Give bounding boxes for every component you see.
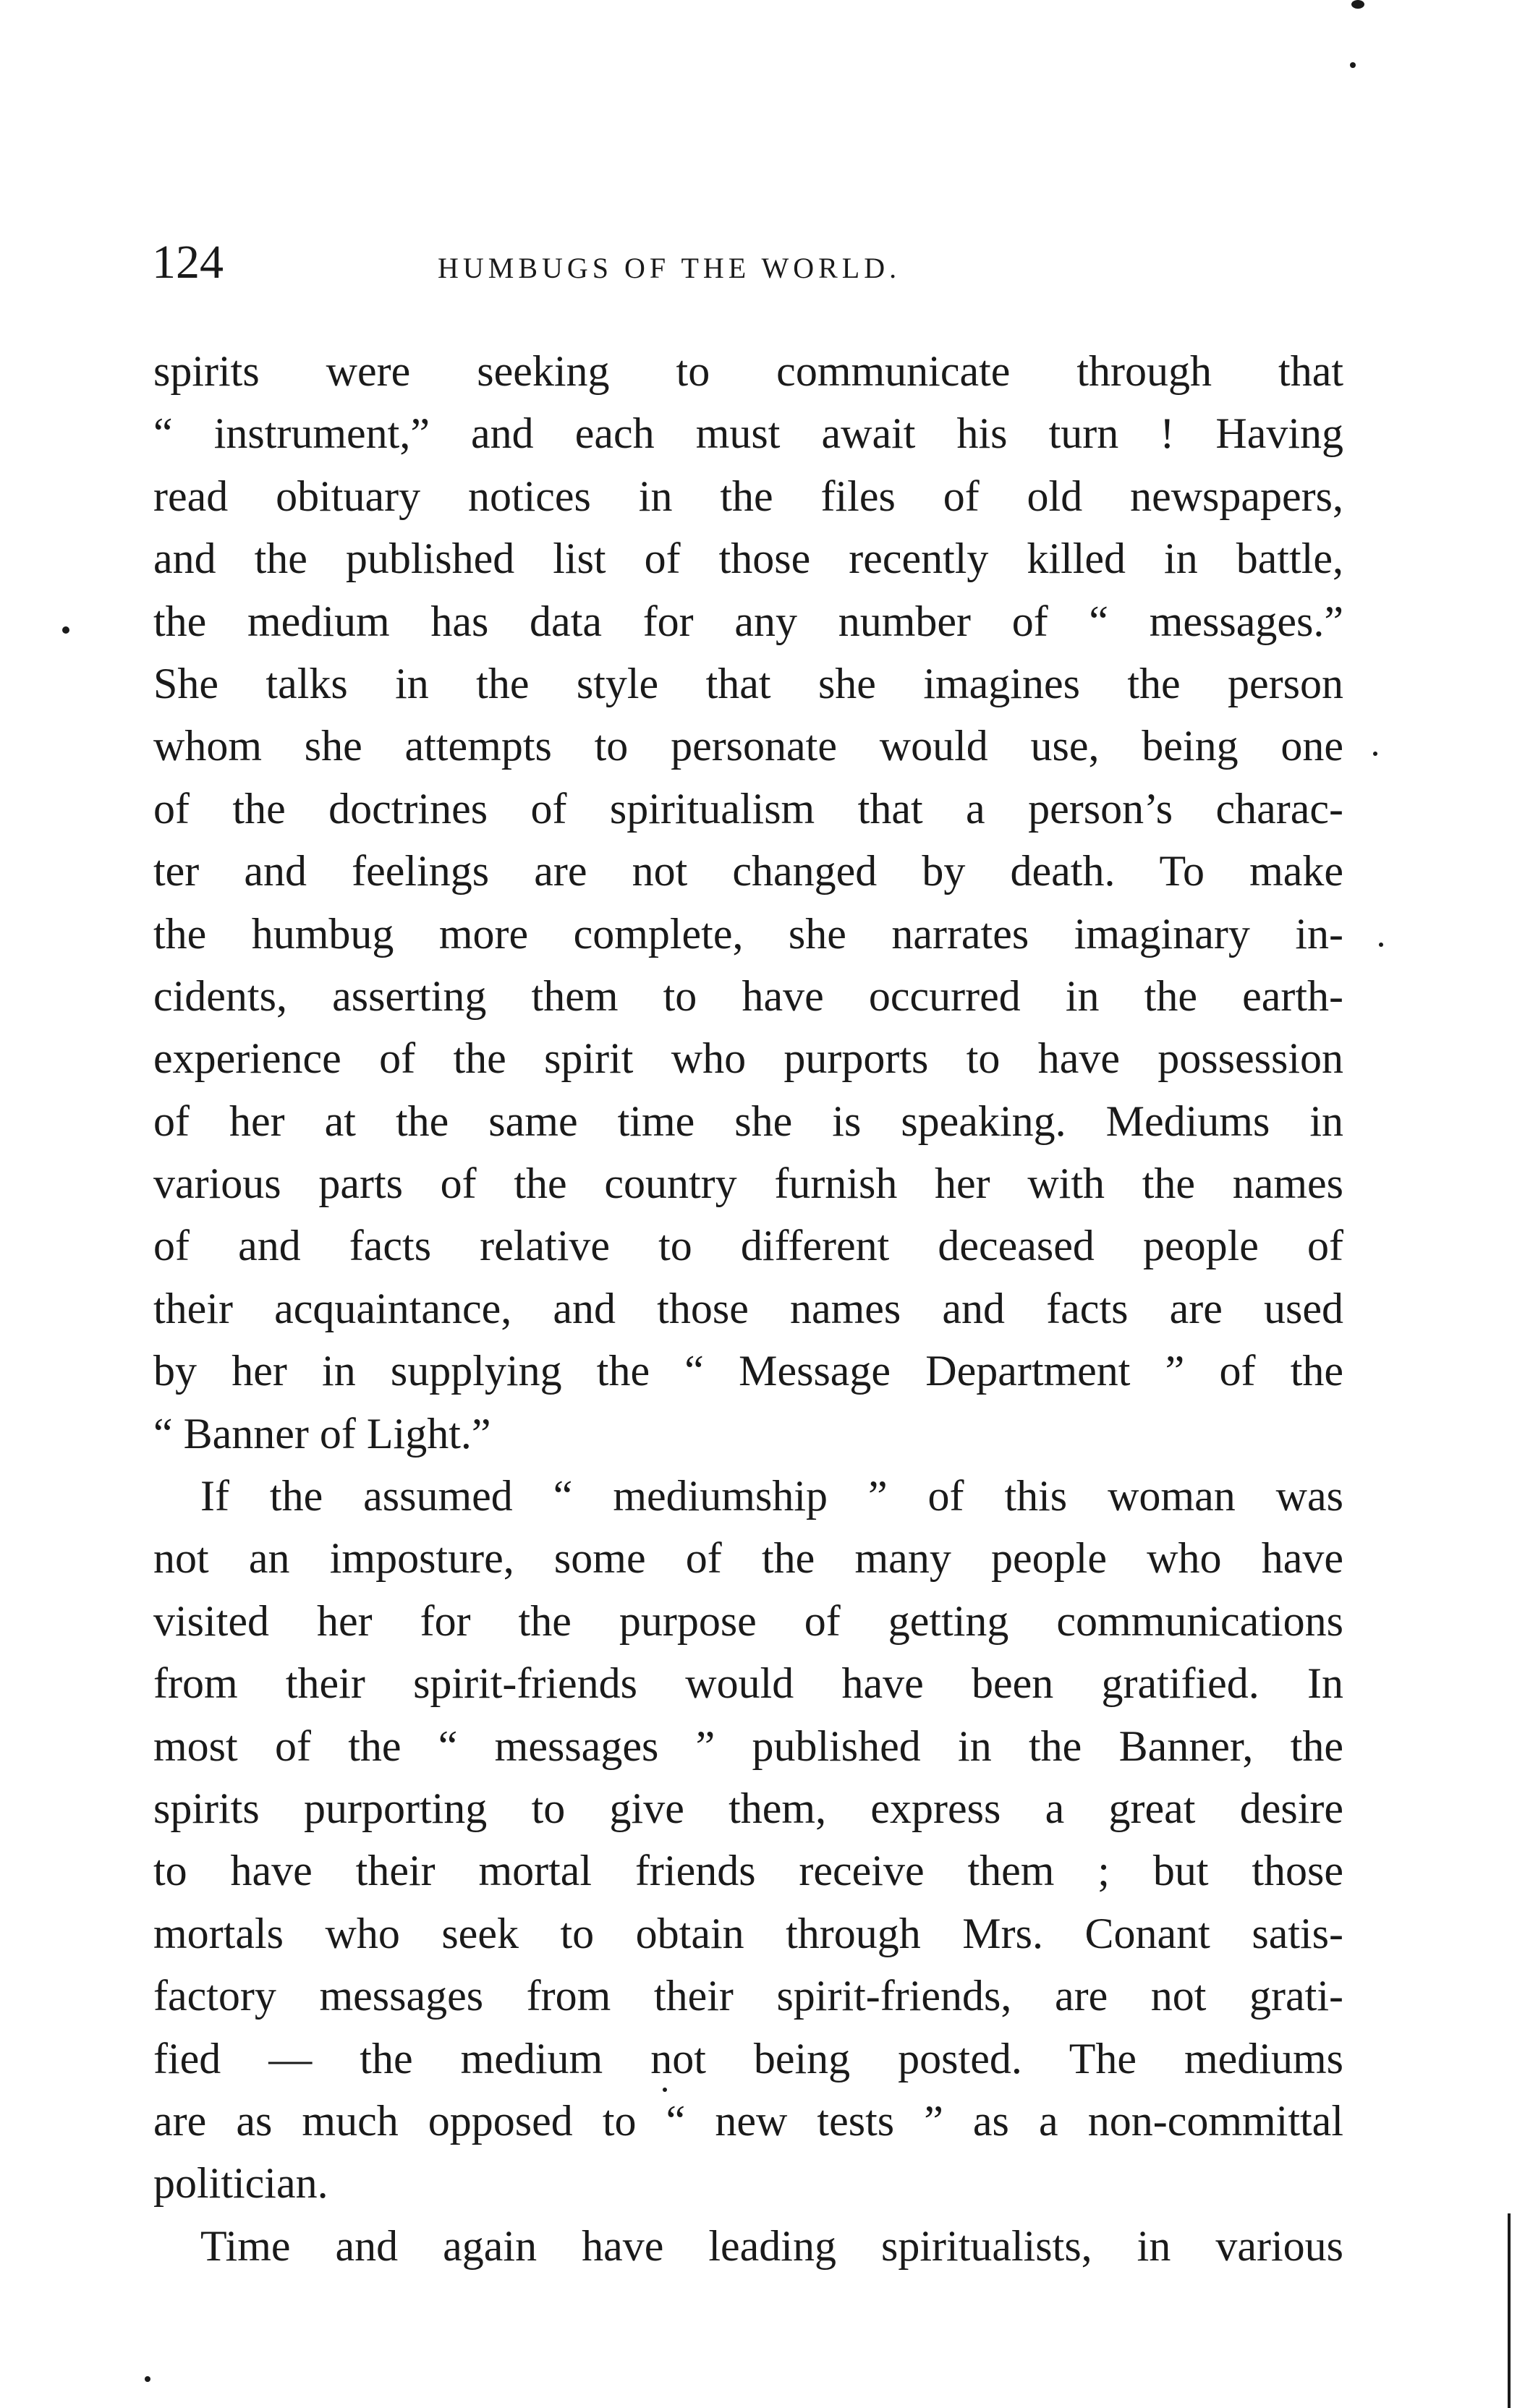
text-line: visited her for the purpose of getting communications <box>153 1596 1343 1645</box>
text-line: most of the “ messages ” published in the Banner, the <box>153 1722 1343 1770</box>
text-line: She talks in the style that she imagines the person <box>153 659 1343 707</box>
scan-speck <box>1373 752 1377 756</box>
scan-speck <box>145 2376 150 2382</box>
text-line: factory messages from their spirit-friends, are not grati- <box>153 1972 1343 2020</box>
running-title: HUMBUGS OF THE WORLD. <box>438 252 901 284</box>
scan-speck <box>62 626 69 634</box>
text-line: not an imposture, some of the many people who have <box>153 1534 1343 1583</box>
text-line: Time and again have leading spiritualists, in various <box>200 2221 1343 2270</box>
scan-speck <box>663 2088 667 2092</box>
text-line: spirits were seeking to communicate through that <box>153 347 1343 395</box>
text-line: to have their mortal friends receive them ; but those <box>153 1847 1343 1895</box>
text-line: the medium has data for any number of “ messages.” <box>153 597 1343 645</box>
text-line: are as much opposed to “ new tests ” as a non-committal <box>153 2096 1343 2145</box>
text-line: from their spirit-friends would have been gratified. In <box>153 1659 1343 1708</box>
text-line: whom she attempts to personate would use, being one <box>153 722 1343 770</box>
scan-speck <box>1351 0 1364 9</box>
text-line: spirits purporting to give them, express a great desire <box>153 1784 1343 1832</box>
text-line: cidents, asserting them to have occurred in the earth- <box>153 971 1343 1020</box>
text-line: of the doctrines of spiritualism that a person’s charac- <box>153 784 1343 833</box>
page-number: 124 <box>152 236 224 289</box>
page-header <box>152 230 1353 295</box>
text-line: by her in supplying the “ Message Department ” of the <box>153 1347 1343 1395</box>
text-line: If the assumed “ mediumship ” of this woman was <box>200 1472 1343 1520</box>
text-line: fied — the medium not being posted. The mediums <box>153 2034 1343 2082</box>
text-line: of her at the same time she is speaking. Mediums in <box>153 1097 1343 1145</box>
text-line: their acquaintance, and those names and facts are used <box>153 1284 1343 1332</box>
text-line: various parts of the country furnish her with the names <box>153 1160 1343 1208</box>
text-line: “ instrument,” and each must await his turn ! Having <box>153 409 1343 458</box>
text-line: experience of the spirit who purports to have possession <box>153 1034 1343 1083</box>
text-line: ter and feelings are not changed by death. To make <box>153 847 1343 895</box>
text-line: mortals who seek to obtain through Mrs. Conant satis- <box>153 1909 1343 1957</box>
text-line: the humbug more complete, she narrates imaginary in- <box>153 909 1343 958</box>
scan-speck <box>1379 943 1383 947</box>
body-text <box>153 340 1343 2277</box>
scan-speck <box>1350 62 1356 68</box>
text-line: read obituary notices in the files of old newspapers, <box>153 472 1343 520</box>
text-line: of and facts relative to different deceased people of <box>153 1222 1343 1270</box>
text-line: “ Banner of Light.” <box>153 1409 491 1458</box>
scan-edge-mark <box>1508 2213 1511 2408</box>
text-line: and the published list of those recently killed in battle, <box>153 535 1343 583</box>
text-line: politician. <box>153 2159 328 2208</box>
